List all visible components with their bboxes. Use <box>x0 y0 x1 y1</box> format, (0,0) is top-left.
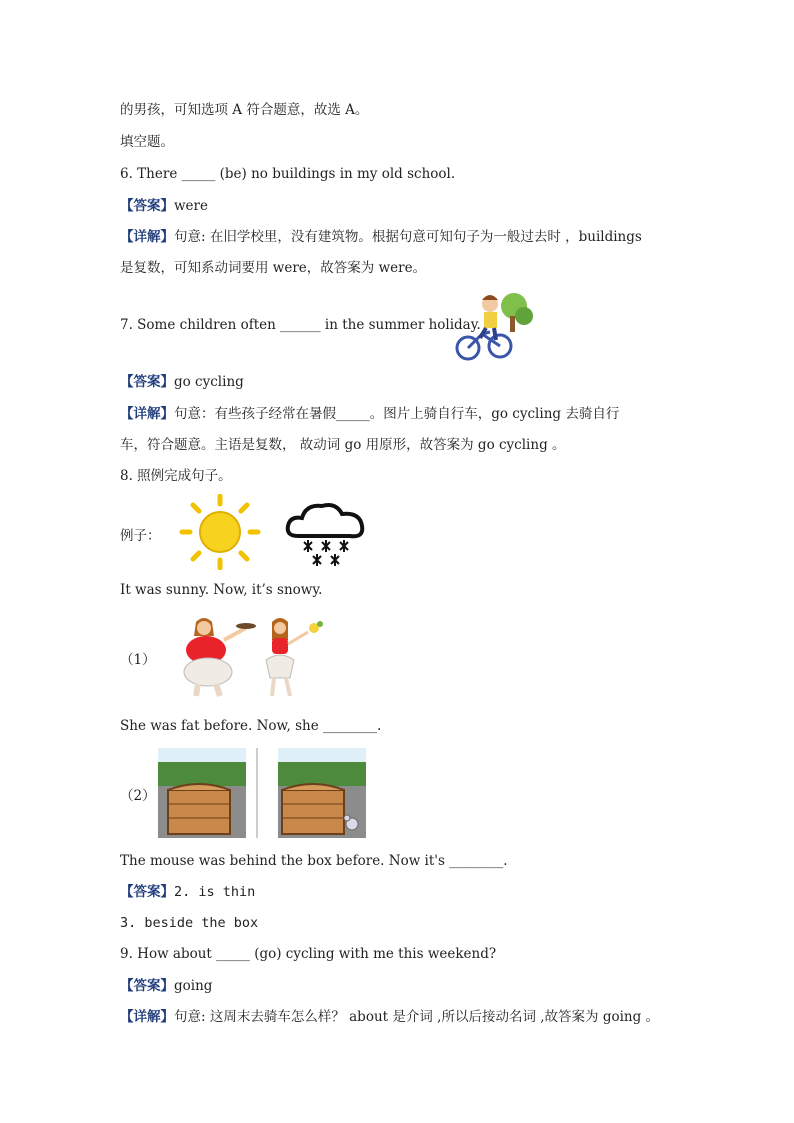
snow-cloud-icon <box>284 500 366 570</box>
detail-line: 车，符合题意。主语是复数， 故动词 go 用原形，故答案为 go cycling 。 <box>120 437 566 453</box>
detail-line: 是复数，可知系动词要用 were，故答案为 were。 <box>120 260 427 276</box>
answer-text: 2. is thin <box>174 884 256 900</box>
sub-question-sentence: The mouse was behind the box before. Now it's ________. <box>120 853 508 869</box>
fat-thin-women-icon <box>180 612 332 698</box>
fat-woman-icon <box>184 618 256 696</box>
answer-line <box>120 373 244 391</box>
detail-line <box>120 1008 659 1026</box>
answer-text: 3. beside the box <box>120 915 259 931</box>
question-8: 8. 照例完成句子。 <box>120 468 232 484</box>
sub-question-sentence: She was fat before. Now, she ________. <box>120 718 382 734</box>
answer-tag: 【答案】 <box>120 978 174 994</box>
answer-text: were <box>174 198 208 214</box>
sun-icon <box>178 494 262 570</box>
sub-question-label: （1） <box>120 652 156 668</box>
section-heading: 填空题。 <box>120 134 174 150</box>
answer-tag: 【答案】 <box>120 884 174 900</box>
answer-text: going <box>174 978 213 994</box>
detail-line <box>120 405 619 423</box>
boy-cycling-icon <box>452 288 534 364</box>
question-7: 7. Some children often ______ in the summer holiday. <box>120 317 481 333</box>
example-sentence: It was sunny. Now, it’s snowy. <box>120 582 323 598</box>
question-9: 9. How about _____ (go) cycling with me this weekend? <box>120 946 497 962</box>
answer-line <box>120 977 212 995</box>
thin-woman-icon <box>266 618 323 696</box>
answer-tag: 【答案】 <box>120 198 174 214</box>
detail-tag: 【详解】 <box>120 1009 174 1025</box>
answer-line <box>120 197 208 215</box>
detail-text: 句意：有些孩子经常在暑假_____。图片上骑自行车，go cycling 去骑自行 <box>174 406 620 422</box>
answer-line <box>120 883 255 901</box>
detail-line <box>120 228 642 246</box>
detail-tag: 【详解】 <box>120 406 174 422</box>
detail-text: 句意: 这周末去骑车怎么样？ about 是介词 ,所以后接动名词 ,故答案为 going 。 <box>174 1009 660 1025</box>
example-label: 例子： <box>120 528 161 544</box>
answer-text: go cycling <box>174 374 244 390</box>
answer-tag: 【答案】 <box>120 374 174 390</box>
detail-tag: 【详解】 <box>120 229 174 245</box>
detail-text: 句意: 在旧学校里，没有建筑物。根据句意可知句子为一般过去时 ，buildings <box>174 229 642 245</box>
box-scene-icon <box>158 748 366 838</box>
question-6: 6. There _____ (be) no buildings in my old school. <box>120 166 456 182</box>
sub-question-label: （2） <box>120 788 156 804</box>
text-line: 的男孩，可知选项 A 符合题意，故选 A。 <box>120 102 369 118</box>
